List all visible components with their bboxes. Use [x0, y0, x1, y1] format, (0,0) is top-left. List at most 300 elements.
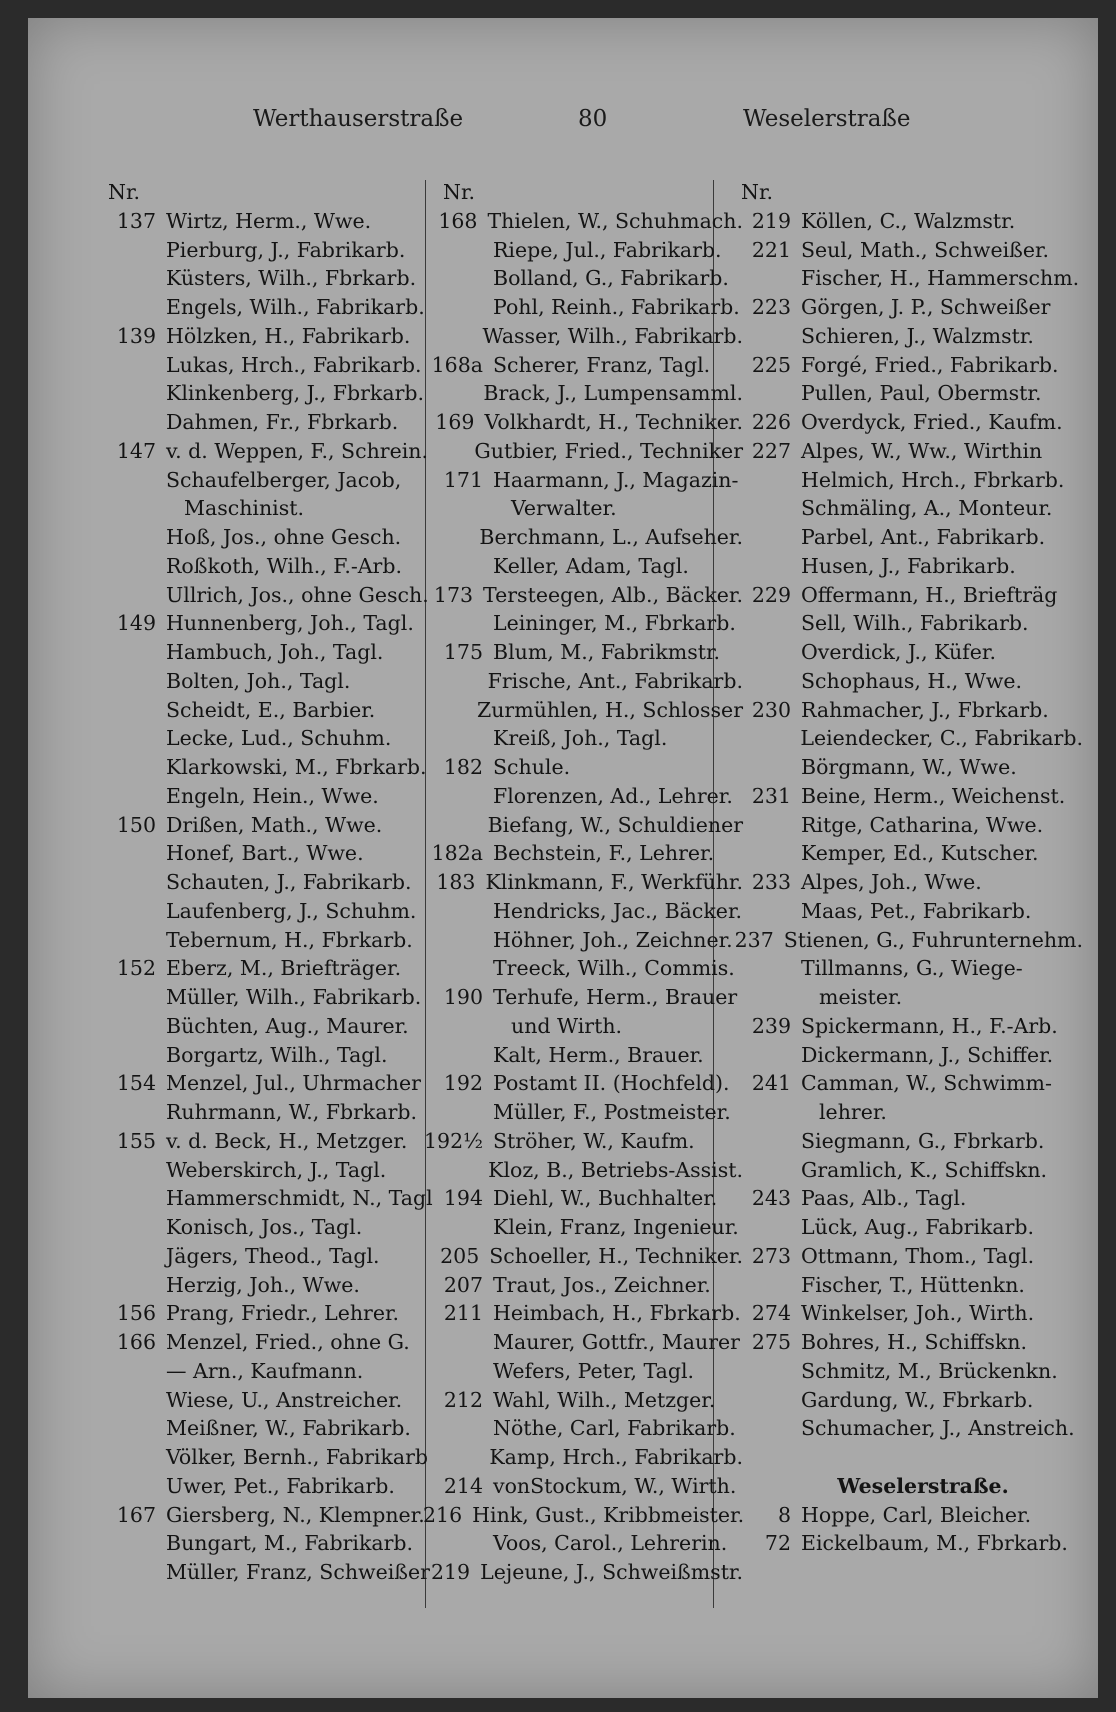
resident-text: Postamt II. (Hochfeld). — [493, 1071, 730, 1096]
directory-entry — [108, 1041, 443, 1070]
resident-text: Uwer, Pet., Fabrikarb. — [166, 1473, 395, 1498]
resident-text: Pohl, Reinh., Fabrikarb. — [493, 295, 740, 319]
resident-text: Herzig, Joh., Wwe. — [166, 1272, 360, 1297]
directory-entry — [423, 1386, 743, 1415]
resident-text: Heimbach, H., Fbrkarb. — [493, 1301, 741, 1326]
house-number — [423, 494, 493, 523]
directory-entry — [108, 724, 443, 753]
house-number — [423, 1213, 493, 1242]
resident-text: Lejeune, J., Schweißmstr. — [480, 1560, 743, 1584]
resident-text: Helmich, Hrch., Fbrkarb. — [801, 467, 1065, 492]
house-number — [723, 322, 801, 351]
directory-entry — [723, 1213, 1083, 1242]
directory-entry — [423, 207, 743, 236]
house-number — [723, 839, 801, 868]
house-number: 241 — [751, 1071, 791, 1096]
house-number — [723, 264, 801, 293]
directory-entry — [423, 609, 743, 638]
directory-entry — [723, 466, 1083, 495]
resident-text: Diehl, W., Buchhalter. — [493, 1186, 718, 1211]
directory-entry — [108, 868, 443, 897]
directory-entry — [423, 954, 743, 983]
directory-entry — [423, 293, 743, 322]
directory-entry-continuation — [423, 1012, 743, 1041]
resident-text: Giersberg, N., Klempner. — [166, 1502, 425, 1527]
house-number — [108, 1558, 166, 1587]
house-number: 211 — [443, 1301, 483, 1326]
resident-text: Klinkenberg, J., Fbrkarb. — [166, 381, 425, 406]
resident-text: Görgen, J. P., Schweißer — [801, 295, 1051, 319]
resident-text: Siegmann, G., Fbrkarb. — [801, 1128, 1045, 1153]
directory-entry — [723, 926, 1083, 955]
directory-entry — [423, 667, 743, 696]
directory-entry — [108, 523, 443, 552]
directory-entry — [423, 1242, 743, 1271]
directory-entry — [108, 466, 443, 495]
directory-entry — [423, 724, 743, 753]
house-number: 214 — [443, 1473, 483, 1498]
resident-text: Küsters, Wilh., Fbrkarb. — [166, 266, 417, 291]
directory-entry — [723, 1299, 1083, 1328]
resident-text: Maschinist. — [184, 496, 305, 521]
directory-entry — [108, 753, 443, 782]
directory-entry — [108, 1184, 443, 1213]
resident-text: Thielen, W., Schuhmach. — [487, 208, 743, 233]
resident-text: Büchten, Aug., Maurer. — [166, 1013, 409, 1038]
resident-text: Dahmen, Fr., Fbrkarb. — [166, 410, 399, 434]
resident-text: Overdyck, Fried., Kaufm. — [801, 410, 1063, 434]
directory-entry — [108, 236, 443, 265]
directory-entry — [723, 753, 1083, 782]
directory-entry — [723, 1041, 1083, 1070]
house-number: 274 — [751, 1301, 791, 1326]
directory-entry — [108, 1156, 443, 1185]
directory-entry — [723, 1242, 1083, 1271]
directory-entry — [108, 437, 443, 466]
resident-text: Höhner, Joh., Zeichner. — [493, 927, 733, 952]
directory-entry — [723, 1012, 1083, 1041]
house-number: 190 — [443, 985, 483, 1009]
house-number — [423, 523, 479, 552]
directory-entry — [423, 552, 743, 581]
directory-entry — [723, 1529, 1083, 1558]
house-number — [723, 1041, 801, 1070]
resident-text: Müller, Wilh., Fabrikarb. — [166, 985, 422, 1009]
house-number — [423, 667, 488, 696]
house-number — [723, 897, 801, 926]
house-number — [723, 609, 801, 638]
directory-entry — [723, 408, 1083, 437]
resident-text: Leiendecker, C., Fabrikarb. — [800, 726, 1083, 751]
resident-text: Maas, Pet., Fabrikarb. — [801, 898, 1032, 923]
directory-entry — [423, 1472, 743, 1501]
house-number — [723, 753, 801, 782]
resident-text: Schoeller, H., Techniker. — [489, 1243, 743, 1268]
resident-text: Paas, Alb., Tagl. — [801, 1186, 967, 1211]
house-number — [723, 1127, 801, 1156]
house-number: 149 — [116, 611, 156, 636]
house-number: 192½ — [424, 1128, 483, 1153]
directory-entry — [108, 1098, 443, 1127]
house-number — [108, 236, 166, 265]
house-number: 154 — [116, 1071, 156, 1096]
resident-text: Schmitz, M., Brückenkn. — [801, 1358, 1058, 1383]
house-number — [108, 379, 166, 408]
house-number — [108, 1357, 166, 1386]
house-number — [423, 1098, 493, 1127]
directory-entry — [108, 1414, 443, 1443]
house-number — [423, 897, 493, 926]
directory-entry — [423, 1443, 743, 1472]
directory-entry — [723, 1271, 1083, 1300]
house-number: 152 — [116, 956, 156, 981]
resident-text: Kalt, Herm., Brauer. — [493, 1042, 704, 1067]
resident-text: Riepe, Jul., Fabrikarb. — [493, 237, 722, 262]
resident-text: Pierburg, J., Fabrikarb. — [166, 237, 406, 262]
house-number: 139 — [116, 323, 156, 348]
house-number — [723, 667, 801, 696]
house-number — [108, 293, 166, 322]
resident-text: Honef, Bart., Wwe. — [166, 841, 364, 866]
resident-text: Gramlich, K., Schiffskn. — [801, 1157, 1048, 1182]
resident-text: Haarmann, J., Magazin- — [493, 467, 739, 492]
directory-entry — [108, 811, 443, 840]
resident-text: Brack, J., Lumpensamml. — [483, 381, 743, 406]
house-number: 229 — [751, 582, 791, 607]
house-number — [108, 523, 166, 552]
resident-text: Beine, Herm., Weichenst. — [801, 783, 1066, 808]
resident-text: Wasser, Wilh., Fabrikarb. — [482, 323, 743, 348]
resident-text: Schaufelberger, Jacob, — [166, 467, 402, 492]
house-number — [423, 954, 493, 983]
house-number — [108, 1098, 166, 1127]
resident-text: Sell, Wilh., Fabrikarb. — [801, 611, 1029, 636]
resident-text: Blum, M., Fabrikmstr. — [493, 640, 721, 664]
resident-text: Bolten, Joh., Tagl. — [166, 668, 351, 693]
directory-entry — [723, 494, 1083, 523]
resident-text: Wefers, Peter, Tagl. — [493, 1358, 695, 1383]
house-number — [723, 1386, 801, 1415]
resident-text: — Arn., Kaufmann. — [166, 1358, 364, 1383]
resident-text: Frische, Ant., Fabrikarb. — [487, 668, 743, 693]
directory-entry — [108, 1213, 443, 1242]
directory-entry — [723, 954, 1083, 983]
house-number: 239 — [751, 1013, 791, 1038]
house-number: 137 — [116, 208, 156, 233]
house-number — [723, 954, 801, 983]
directory-entry — [423, 1156, 743, 1185]
house-number — [108, 1472, 166, 1501]
house-number — [423, 1041, 493, 1070]
directory-entry — [423, 1098, 743, 1127]
resident-text: Wiese, U., Anstreicher. — [166, 1387, 403, 1412]
resident-text: Borgartz, Wilh., Tagl. — [166, 1042, 388, 1067]
house-number — [723, 1271, 801, 1300]
house-number — [423, 1156, 488, 1185]
house-number — [108, 552, 166, 581]
house-number: 175 — [443, 640, 483, 664]
resident-text: Schumacher, J., Anstreich. — [801, 1416, 1075, 1441]
house-number — [723, 379, 801, 408]
directory-entry — [723, 207, 1083, 236]
directory-entry — [108, 293, 443, 322]
resident-text: Bechstein, F., Lehrer. — [493, 841, 715, 866]
directory-entry — [723, 667, 1083, 696]
directory-entry — [108, 207, 443, 236]
resident-text: Bungart, M., Fabrikarb. — [166, 1531, 414, 1556]
house-number: 182a — [431, 841, 483, 866]
resident-text: Menzel, Jul., Uhrmacher — [166, 1071, 421, 1096]
directory-entry — [423, 897, 743, 926]
house-number — [423, 1529, 493, 1558]
directory-entry — [108, 1558, 443, 1587]
directory-entry — [423, 638, 743, 667]
house-number — [108, 926, 166, 955]
resident-text: v. d. Beck, H., Metzger. — [166, 1128, 408, 1153]
directory-entry — [423, 1127, 743, 1156]
resident-text: Klarkowski, M., Fbrkarb. — [166, 755, 427, 779]
directory-entry — [423, 408, 743, 437]
directory-entry — [423, 811, 743, 840]
house-number: 72 — [764, 1531, 791, 1556]
resident-text: Hölzken, H., Fabrikarb. — [166, 323, 411, 348]
house-number: 216 — [423, 1502, 463, 1527]
resident-text: Roßkoth, Wilh., F.-Arb. — [166, 553, 403, 578]
directory-entry — [108, 1012, 443, 1041]
directory-entry — [423, 236, 743, 265]
house-number: 231 — [751, 783, 791, 808]
house-number — [108, 466, 166, 495]
house-number: 230 — [751, 697, 791, 722]
house-number — [108, 408, 166, 437]
resident-text: Weberskirch, J., Tagl. — [166, 1157, 387, 1182]
directory-entry — [108, 1386, 443, 1415]
directory-entry — [423, 466, 743, 495]
resident-text: Gardung, W., Fbrkarb. — [801, 1387, 1034, 1412]
resident-text: Leininger, M., Fbrkarb. — [493, 611, 736, 636]
resident-text: Voos, Carol., Lehrerin. — [493, 1531, 728, 1556]
house-number: 8 — [777, 1502, 791, 1527]
page-number: 80 — [578, 106, 608, 132]
resident-text: Ströher, W., Kaufm. — [493, 1128, 695, 1153]
house-number — [423, 609, 493, 638]
resident-text: Laufenberg, J., Schuhm. — [166, 898, 417, 923]
directory-entry — [423, 264, 743, 293]
directory-entry — [723, 724, 1083, 753]
resident-text: Keller, Adam, Tagl. — [493, 553, 689, 578]
house-number — [108, 1386, 166, 1415]
house-number — [723, 552, 801, 581]
directory-entry — [423, 437, 743, 466]
resident-text: Köllen, C., Walzmstr. — [801, 208, 1016, 233]
house-number — [423, 322, 483, 351]
house-number: 237 — [734, 927, 774, 952]
directory-entry — [723, 782, 1083, 811]
house-number — [723, 638, 801, 667]
directory-entry-continuation — [423, 494, 743, 523]
column-2 — [423, 178, 743, 1587]
resident-text: meister. — [819, 985, 903, 1009]
directory-entry — [108, 1069, 443, 1098]
resident-text: Volkhardt, H., Techniker. — [484, 410, 743, 434]
directory-entry — [108, 351, 443, 380]
column-1 — [108, 178, 443, 1587]
directory-entry — [108, 926, 443, 955]
resident-text: Klinkmann, F., Werkführ. — [485, 870, 743, 894]
resident-text: Jägers, Theod., Tagl. — [166, 1243, 380, 1268]
house-number: 150 — [116, 812, 156, 837]
house-number: 223 — [751, 295, 791, 319]
resident-text: Engeln, Hein., Wwe. — [166, 783, 379, 808]
house-number — [723, 1213, 801, 1242]
resident-text: Müller, Franz, Schweißer — [166, 1560, 430, 1584]
resident-text: Camman, W., Schwimm- — [801, 1071, 1052, 1096]
resident-text: Schmäling, A., Monteur. — [801, 496, 1053, 521]
directory-entry — [423, 1041, 743, 1070]
house-number — [423, 811, 488, 840]
resident-text: Prang, Friedr., Lehrer. — [166, 1301, 400, 1326]
resident-text: Nöthe, Carl, Fabrikarb. — [493, 1416, 736, 1441]
house-number — [423, 264, 493, 293]
house-number — [423, 293, 493, 322]
house-number — [108, 581, 166, 610]
house-number — [108, 839, 166, 868]
directory-entry — [423, 696, 743, 725]
resident-text: Scheidt, E., Barbier. — [166, 697, 376, 722]
page — [28, 18, 1098, 1698]
directory-entry — [108, 638, 443, 667]
resident-text: Tillmanns, G., Wiege- — [801, 956, 1023, 981]
house-number — [108, 667, 166, 696]
resident-text: Meißner, W., Fabrikarb. — [166, 1416, 411, 1441]
resident-text: Overdick, J., Küfer. — [801, 640, 996, 664]
directory-entry — [723, 1184, 1083, 1213]
resident-text: Stienen, G., Fuhrunternehm. — [783, 927, 1083, 952]
resident-text: Hoß, Jos., ohne Gesch. — [166, 525, 402, 549]
house-number — [723, 1414, 801, 1443]
resident-text: Kreiß, Joh., Tagl. — [493, 726, 668, 751]
resident-text: Lecke, Lud., Schuhm. — [166, 726, 392, 751]
resident-text: Dickermann, J., Schiffer. — [801, 1042, 1054, 1067]
resident-text: Tersteegen, Alb., Bäcker. — [483, 582, 743, 607]
resident-text: vonStockum, W., Wirth. — [493, 1473, 737, 1498]
resident-text: Offermann, H., Briefträg — [801, 582, 1058, 607]
resident-text: Ruhrmann, W., Fbrkarb. — [166, 1100, 418, 1124]
house-number — [108, 696, 166, 725]
house-number — [423, 1357, 493, 1386]
house-number — [423, 552, 493, 581]
house-number — [723, 1098, 801, 1127]
resident-text: Bolland, G., Fabrikarb. — [493, 266, 729, 291]
directory-entry — [423, 782, 743, 811]
house-number: 169 — [435, 410, 475, 434]
resident-text: Alpes, Joh., Wwe. — [801, 870, 982, 894]
directory-entry — [723, 638, 1083, 667]
house-number — [723, 1156, 801, 1185]
house-number — [423, 1414, 493, 1443]
house-number — [723, 724, 800, 753]
house-number — [108, 264, 166, 293]
directory-entry — [108, 696, 443, 725]
house-number — [723, 811, 801, 840]
house-number — [423, 1012, 493, 1041]
house-number: 227 — [751, 438, 791, 463]
directory-entry — [723, 1328, 1083, 1357]
directory-entry — [108, 1357, 443, 1386]
directory-entry — [723, 523, 1083, 552]
house-number: 168 — [438, 208, 478, 233]
resident-text: Hink, Gust., Kribbmeister. — [472, 1502, 745, 1527]
directory-entry — [723, 293, 1083, 322]
directory-entry — [108, 1242, 443, 1271]
directory-entry — [423, 1299, 743, 1328]
directory-entry — [108, 1271, 443, 1300]
house-number: 182 — [443, 755, 483, 779]
directory-entry — [108, 609, 443, 638]
directory-entry — [423, 351, 743, 380]
directory-entry — [108, 581, 443, 610]
column-3 — [723, 178, 1083, 1558]
house-number — [723, 494, 801, 523]
house-number — [108, 897, 166, 926]
resident-text: Engels, Wilh., Fabrikarb. — [166, 295, 425, 319]
directory-entry — [108, 552, 443, 581]
directory-entry — [108, 264, 443, 293]
house-number: 183 — [436, 870, 476, 894]
resident-text: Pullen, Paul, Obermstr. — [801, 381, 1042, 406]
nr-heading: Nr. — [108, 180, 141, 204]
directory-entry — [108, 1443, 443, 1472]
house-number — [423, 1328, 493, 1357]
house-number — [108, 868, 166, 897]
directory-entry — [423, 1069, 743, 1098]
directory-entry — [423, 753, 743, 782]
resident-text: Alpes, W., Ww., Wirthin — [801, 438, 1043, 463]
resident-text: Traut, Jos., Zeichner. — [493, 1272, 711, 1297]
house-number: 226 — [751, 410, 791, 434]
resident-text: Kloz, B., Betriebs-Assist. — [488, 1157, 743, 1182]
directory-entry — [108, 839, 443, 868]
page-header — [28, 98, 1098, 138]
house-number: 167 — [116, 1502, 156, 1527]
directory-entry — [423, 1558, 743, 1587]
resident-text: Bohres, H., Schiffskn. — [801, 1330, 1028, 1354]
directory-entry — [723, 264, 1083, 293]
house-number — [423, 437, 474, 466]
directory-entry — [723, 868, 1083, 897]
house-number — [108, 638, 166, 667]
house-number — [423, 1443, 489, 1472]
resident-text: Berchmann, L., Aufseher. — [479, 525, 743, 549]
resident-text: Konisch, Jos., Tagl. — [166, 1215, 363, 1239]
resident-text: v. d. Weppen, F., Schrein. — [166, 438, 428, 463]
directory-entry — [108, 1529, 443, 1558]
resident-text: Fischer, H., Hammerschm. — [801, 266, 1080, 291]
directory-entry — [423, 1357, 743, 1386]
directory-entry — [423, 926, 743, 955]
directory-entry — [108, 897, 443, 926]
header-left-street: Werthauserstraße — [253, 106, 464, 132]
resident-text: Wirtz, Herm., Wwe. — [166, 208, 372, 233]
directory-entry — [723, 351, 1083, 380]
resident-text: Hammerschmidt, N., Tagl — [166, 1186, 433, 1211]
house-number: 192 — [443, 1071, 483, 1096]
house-number: 219 — [751, 208, 791, 233]
house-number — [108, 1041, 166, 1070]
resident-text: Fischer, T., Hüttenkn. — [801, 1272, 1025, 1297]
directory-entry — [108, 782, 443, 811]
house-number: 155 — [116, 1128, 156, 1153]
